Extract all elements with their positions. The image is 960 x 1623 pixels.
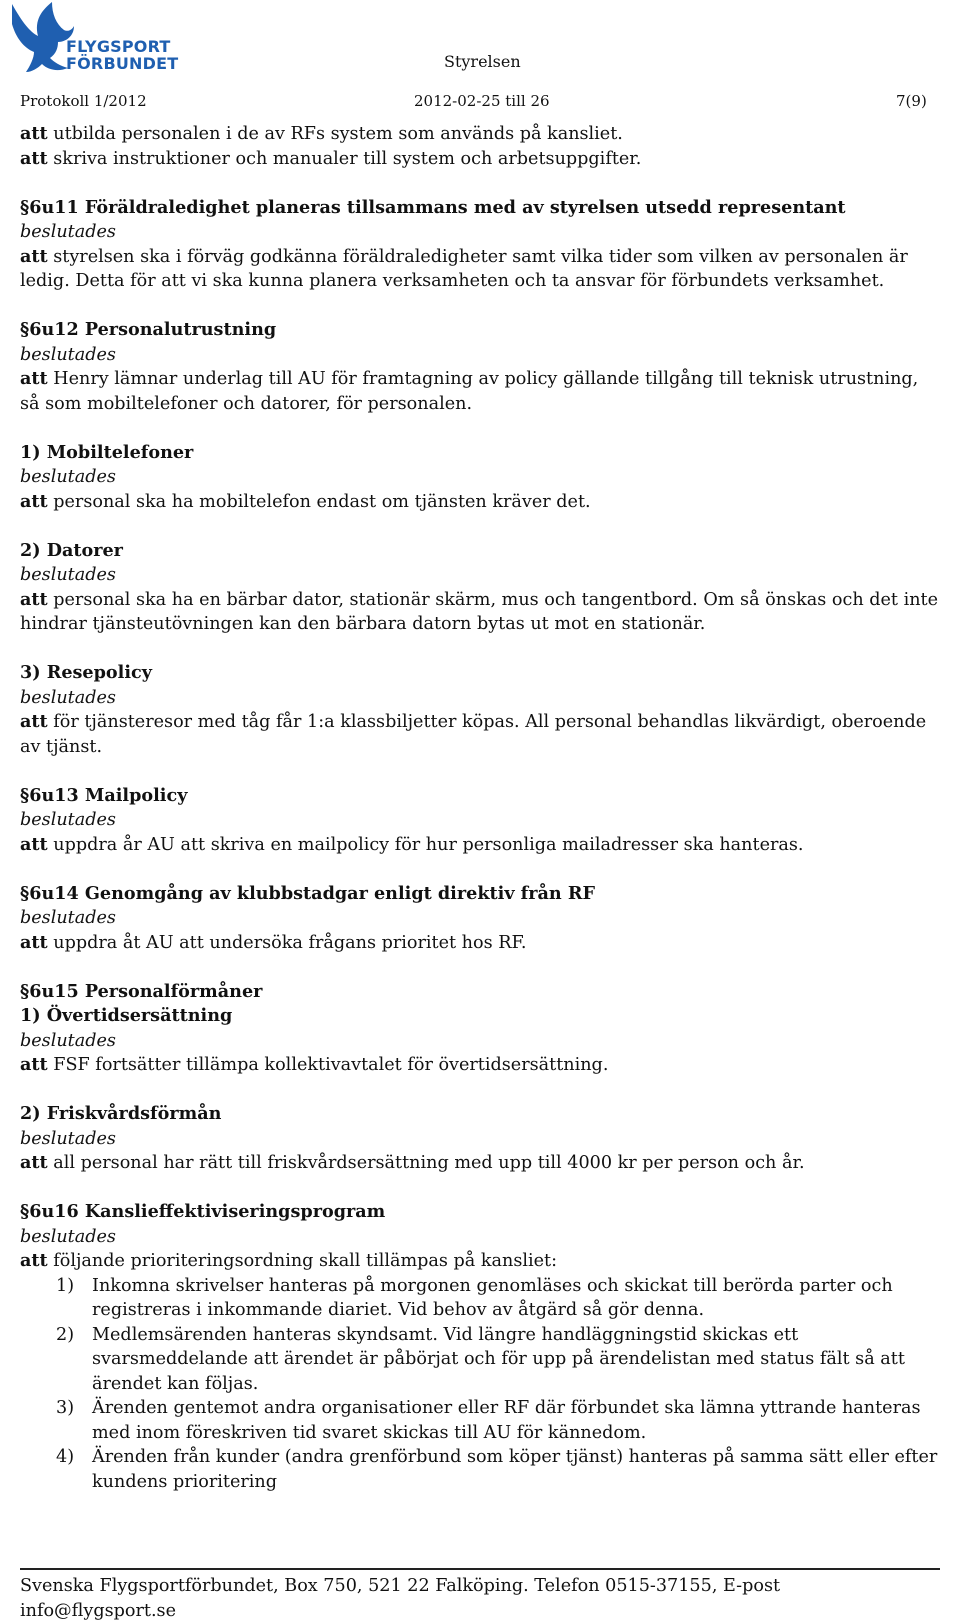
- list-number: 2): [56, 1324, 75, 1345]
- list-item: [20, 1445, 940, 1494]
- section-title: 6u14 Genomgång av klubbstadgar enligt direktiv från RF: [29, 882, 595, 904]
- header-title: Styrelsen: [444, 52, 521, 71]
- decision-text: personal ska ha mobiltelefon endast om tjänsten kräver det.: [47, 491, 591, 512]
- decision-text: utbilda personalen i de av RFs system som används på kansliet.: [47, 124, 623, 144]
- section-title: 6u16 Kanslieffektiviseringsprogram: [29, 1201, 386, 1222]
- att-keyword: att: [20, 368, 48, 389]
- subsection-heading: 2) Friskvårdsförmån: [20, 1103, 222, 1124]
- decided-label: beslutades: [20, 1226, 116, 1247]
- decision-text: uppdra år AU att skriva en mailpolicy för hur personliga mailadresser ska hanteras.: [47, 834, 804, 855]
- section-title: 6u11 Föräldraledighet planeras tillsammans med av styrelsen utsedd representant: [29, 196, 846, 218]
- list-item: [20, 1274, 940, 1323]
- att-keyword: att: [20, 490, 48, 512]
- att-keyword: att: [20, 711, 48, 732]
- footer-divider: [20, 1568, 940, 1570]
- flygsport-logo: [8, 2, 179, 74]
- decided-label: beslutades: [20, 1128, 116, 1149]
- minutes-body: [20, 122, 940, 1494]
- decision-text: för tjänsteresor med tåg får 1:a klassbiljetter köpas. All personal behandlas likvärdigt, oberoende av tjänst.: [20, 712, 927, 757]
- protocol-number: Protokoll 1/2012: [20, 92, 147, 110]
- section-title: 6u12 Personalutrustning: [29, 319, 277, 340]
- decided-label: beslutades: [20, 344, 116, 365]
- section-heading-6u12: §6u12 Personalutrustning: [20, 319, 277, 340]
- list-item: [20, 1396, 940, 1445]
- intro-line: [20, 147, 940, 172]
- decision-text: Henry lämnar underlag till AU för framtagning av policy gällande tillgång till teknisk utrustning, så som mobiltelefoner och datorer, för personalen.: [20, 369, 919, 414]
- list-item-text: Ärenden från kunder (andra grenförbund som köper tjänst) hanteras på samma sätt eller efter kundens prioritering: [92, 1447, 938, 1492]
- decision-text: uppdra åt AU att undersöka frågans prioritet hos RF.: [47, 932, 527, 953]
- att-keyword: att: [20, 1250, 48, 1271]
- att-keyword: att: [20, 833, 48, 855]
- att-keyword: att: [20, 1152, 48, 1173]
- page-number: 7(9): [896, 92, 927, 110]
- section-heading-6u15: §6u15 Personalförmåner: [20, 980, 263, 1002]
- decision: [20, 710, 940, 759]
- decision: [20, 1151, 940, 1176]
- list-number: 3): [56, 1398, 75, 1418]
- decision: [20, 1053, 940, 1078]
- section-heading-6u11: §6u11 Föräldraledighet planeras tillsammans med av styrelsen utsedd representant: [20, 196, 846, 218]
- logo-line2: FÖRBUNDET: [66, 54, 179, 73]
- section-title: 6u15 Personalförmåner: [29, 980, 263, 1002]
- att-keyword: att: [20, 931, 48, 953]
- list-number: 1): [56, 1275, 75, 1296]
- decision-text: skriva instruktioner och manualer till system och arbetsuppgifter.: [47, 148, 642, 169]
- footer: [20, 1574, 920, 1623]
- subsection-heading: 3) Resepolicy: [20, 662, 152, 683]
- decision: [20, 588, 940, 637]
- subsection-heading: 2) Datorer: [20, 539, 123, 561]
- decided-label: beslutades: [20, 687, 116, 708]
- decision-text: all personal har rätt till friskvårdsersättning med upp till 4000 kr per person och år.: [47, 1153, 805, 1173]
- section-title: 6u13 Mailpolicy: [29, 784, 188, 806]
- footer-address: Svenska Flygsportförbundet, Box 750, 521 22 Falköping. Telefon 0515-37155, E-post: [20, 1576, 781, 1596]
- decision-text: FSF fortsätter tillämpa kollektivavtalet för övertidsersättning.: [47, 1055, 609, 1075]
- decision: [20, 367, 940, 416]
- footer-email: info@flygsport.se: [20, 1600, 176, 1621]
- priority-list: [20, 1274, 940, 1495]
- section-heading-6u14: §6u14 Genomgång av klubbstadgar enligt direktiv från RF: [20, 882, 595, 904]
- subsection-heading: 1) Övertidsersättning: [20, 1005, 233, 1026]
- decided-label: beslutades: [20, 1030, 116, 1051]
- att-keyword: att: [20, 245, 48, 267]
- decided-label: beslutades: [20, 565, 116, 585]
- intro-line: [20, 122, 940, 147]
- decided-label: beslutades: [20, 467, 116, 487]
- decision: [20, 833, 940, 858]
- decision: [20, 245, 940, 294]
- decision-text: personal ska ha en bärbar dator, stationär skärm, mus och tangentbord. Om så önskas och det inte hindrar tjänsteutövningen kan den bärbara datorn bytas ut mot en stationär.: [20, 589, 939, 634]
- decision-text: styrelsen ska i förväg godkänna föräldraledigheter samt vilka tider som vilken av personalen är ledig. Detta för att vi ska kunna planera verksamheten och ta ansvar för förbundets verksamhet.: [20, 246, 908, 291]
- decided-label: beslutades: [20, 908, 116, 928]
- section-heading-6u13: §6u13 Mailpolicy: [20, 784, 188, 806]
- decided-label: beslutades: [20, 810, 116, 830]
- decided-label: beslutades: [20, 222, 116, 242]
- logo-wordmark: [66, 38, 178, 72]
- list-item-text: Ärenden gentemot andra organisationer eller RF där förbundet ska lämna yttrande hanteras med inom föreskriven tid svaret skickas till AU för kännedom.: [92, 1398, 921, 1443]
- att-keyword: att: [20, 123, 48, 144]
- att-keyword: att: [20, 1054, 48, 1075]
- decision: [20, 931, 940, 956]
- att-keyword: att: [20, 588, 48, 610]
- list-item-text: Inkomna skrivelser hanteras på morgonen genomläses och skickat till berörda parter och registreras i inkommande diariet. Vid behov av åtgärd så gör denna.: [92, 1275, 893, 1320]
- logo-line1: FLYGSPORT: [66, 37, 171, 56]
- section-heading-6u16: §6u16 Kanslieffektiviseringsprogram: [20, 1201, 386, 1222]
- decision: [20, 1249, 940, 1274]
- list-item-text: Medlemsärenden hanteras skyndsamt. Vid längre handläggningstid skickas ett svarsmeddelande att ärendet är påbörjat och för upp på ärendelistan med status fält så att ärendet kan följas.: [92, 1324, 905, 1394]
- att-keyword: att: [20, 147, 48, 169]
- decision: [20, 490, 940, 515]
- list-item: [20, 1323, 940, 1397]
- decision-text: följande prioriteringsordning skall tillämpas på kansliet:: [47, 1251, 558, 1271]
- list-number: 4): [56, 1447, 75, 1467]
- meeting-date: 2012-02-25 till 26: [414, 92, 550, 110]
- subsection-heading: 1) Mobiltelefoner: [20, 441, 194, 463]
